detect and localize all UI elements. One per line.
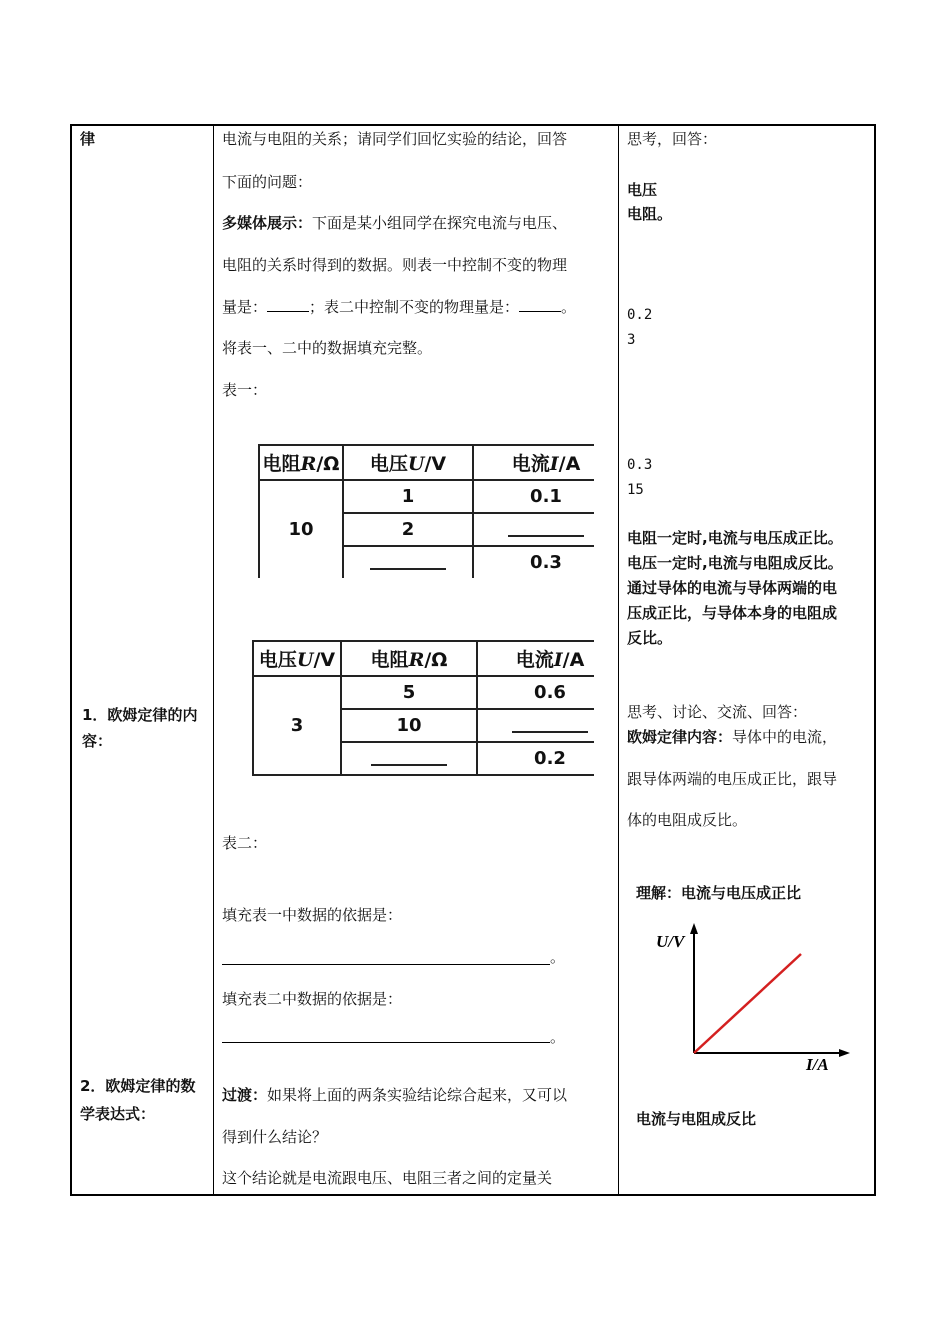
ohm-law-label: 欧姆定律内容： — [627, 728, 733, 746]
paragraph-line: 这个结论就是电流跟电压、电阻三者之间的定量关 — [222, 1169, 553, 1187]
y-axis-label: U/V — [656, 932, 685, 951]
table-header: 电阻R/Ω — [341, 641, 477, 676]
think-answer: 思考，回答： — [627, 130, 718, 148]
answer-value: 0.2 — [627, 307, 653, 323]
period: 。 — [550, 948, 566, 966]
paragraph-line: 将表一、二中的数据填充完整。 — [222, 339, 433, 357]
paragraph-line — [222, 296, 576, 318]
transition-label: 过渡： — [222, 1086, 268, 1104]
paragraph-line: 下面的问题： — [222, 173, 313, 191]
answer-blank[interactable] — [267, 297, 309, 312]
ohm-law-paragraph — [627, 726, 837, 748]
answer-value: 15 — [627, 482, 644, 498]
table-row — [259, 480, 594, 513]
table-cell: 0.3 — [473, 546, 594, 578]
answer-blank[interactable] — [519, 297, 561, 312]
table-header: 电压U/V — [343, 445, 473, 480]
column-divider — [618, 124, 619, 1196]
basis-1-question: 填充表一中数据的依据是： — [222, 906, 403, 924]
table-cell: 0.2 — [477, 742, 594, 775]
paragraph-line: 电流与电阻的关系；请同学们回忆实验的结论，回答 — [222, 130, 568, 148]
basis-2-question: 填充表二中数据的依据是： — [222, 990, 403, 1008]
table2 — [252, 640, 594, 776]
inverse-heading: 电流与电阻成反比 — [636, 1110, 757, 1128]
paragraph-line: 得到什么结论？ — [222, 1128, 328, 1146]
section-2-title: 2．欧姆定律的数学表达式： — [80, 1077, 196, 1123]
table-row — [253, 676, 594, 709]
table1-label: 表一： — [222, 381, 268, 399]
table-cell: 10 — [259, 480, 343, 578]
conclusion-line: 通过导体的电流与导体两端的电 — [627, 579, 838, 597]
conclusion-line: 反比。 — [627, 629, 673, 647]
table2-label: 表二： — [222, 834, 268, 852]
proportional-line — [694, 954, 801, 1053]
table-cell-blank[interactable] — [473, 513, 594, 546]
conclusion-line: 电阻一定时,电流与电压成正比。 — [627, 529, 843, 547]
table-cell: 3 — [253, 676, 341, 775]
x-axis-label: I/A — [806, 1055, 829, 1074]
x-axis-arrow — [839, 1049, 850, 1057]
understand-heading: 理解：电流与电压成正比 — [636, 884, 802, 902]
table-cell: 5 — [341, 676, 477, 709]
period: 。 — [550, 1028, 566, 1046]
column-divider — [213, 124, 214, 1196]
section-1-title: 1．欧姆定律的内容： — [82, 706, 198, 750]
multimedia-label: 多媒体展示： — [222, 214, 313, 232]
table1-clip — [256, 442, 594, 578]
discuss-prompt: 思考、讨论、交流、回答： — [627, 703, 808, 721]
voltage-current-graph — [650, 920, 860, 1075]
table-cell-blank[interactable] — [477, 709, 594, 742]
conclusion-line: 电压一定时,电流与电阻成反比。 — [627, 554, 843, 572]
answer-line[interactable] — [222, 964, 550, 965]
answer-value: 3 — [627, 332, 636, 348]
table-header: 电流I/A — [473, 445, 594, 480]
answer-value: 0.3 — [627, 457, 653, 473]
table-cell: 10 — [341, 709, 477, 742]
table-header: 电阻R/Ω — [259, 445, 343, 480]
answer-line[interactable] — [222, 1042, 550, 1043]
table-cell: 1 — [343, 480, 473, 513]
paragraph-text: 量是： — [222, 298, 268, 316]
paragraph-text: 导体中的电流， — [732, 728, 838, 746]
paragraph-line: 体的电阻成反比。 — [627, 811, 748, 829]
conclusion-line: 压成正比，与导体本身的电阻成 — [627, 604, 838, 622]
table-header-row — [259, 445, 594, 480]
answer-voltage: 电压 — [627, 181, 658, 199]
table-cell: 0.6 — [477, 676, 594, 709]
transition-paragraph — [222, 1084, 567, 1106]
paragraph-line: 跟导体两端的电压成正比，跟导 — [627, 770, 838, 788]
y-axis-arrow — [690, 923, 698, 934]
table-header: 电压U/V — [253, 641, 341, 676]
paragraph-text: ；表二中控制不变的物理量是： — [309, 298, 520, 316]
table1 — [258, 444, 594, 578]
left-heading: 律 — [80, 130, 96, 148]
paragraph-text: 。 — [561, 298, 577, 316]
paragraph-text: 下面是某小组同学在探究电流与电压、 — [312, 214, 568, 232]
table-cell-blank[interactable] — [341, 742, 477, 775]
table2-clip — [250, 638, 594, 780]
table-header-row — [253, 641, 594, 676]
table-cell-blank[interactable] — [343, 546, 473, 578]
table-cell: 0.1 — [473, 480, 594, 513]
table-cell: 2 — [343, 513, 473, 546]
paragraph-text: 如果将上面的两条实验结论综合起来，又可以 — [267, 1086, 568, 1104]
table-header: 电流I/A — [477, 641, 594, 676]
multimedia-paragraph — [222, 212, 567, 234]
answer-resistance: 电阻。 — [627, 205, 673, 223]
paragraph-line: 电阻的关系时得到的数据。则表一中控制不变的物理 — [222, 256, 568, 274]
